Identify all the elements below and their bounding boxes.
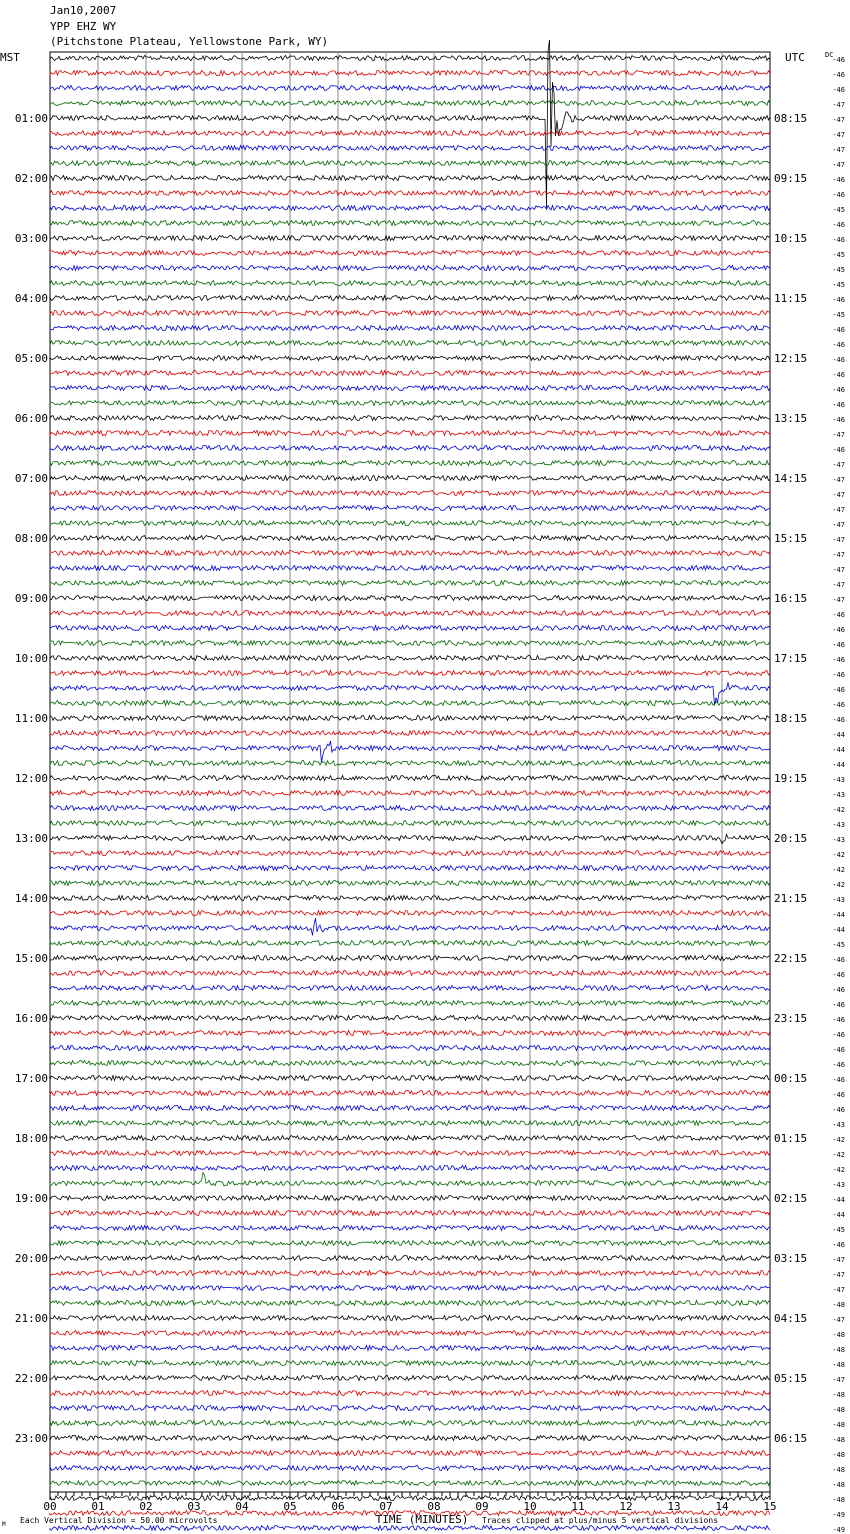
trace-row-1	[50, 71, 770, 76]
trace-row-65	[50, 1031, 770, 1036]
trace-row-82	[50, 1286, 770, 1291]
dc-offset-55: -42	[832, 881, 845, 889]
trace-row-88	[50, 1376, 770, 1381]
dc-offset-23: -46	[832, 401, 845, 409]
trace-row-47	[50, 761, 770, 766]
dc-offset-72: -42	[832, 1136, 845, 1144]
mst-hour-label: 17:00	[14, 1072, 48, 1085]
trace-row-96	[50, 1496, 770, 1501]
x-tick-label: 08	[427, 1500, 441, 1513]
trace-row-13	[50, 251, 770, 256]
dc-offset-46: -44	[832, 746, 845, 754]
x-tick-label: 13	[667, 1500, 681, 1513]
mst-hour-label: 21:00	[14, 1312, 48, 1325]
trace-row-45	[50, 731, 770, 736]
mst-hour-label: 06:00	[14, 412, 48, 425]
dc-offset-65: -46	[832, 1031, 845, 1039]
dc-offset-94: -48	[832, 1466, 845, 1474]
trace-row-81	[50, 1271, 770, 1276]
trace-row-60	[50, 956, 770, 961]
dc-offset-93: -48	[832, 1451, 845, 1459]
trace-row-36	[50, 596, 770, 601]
dc-offset-30: -47	[832, 506, 845, 514]
dc-offset-54: -42	[832, 866, 845, 874]
x-tick-label: 02	[139, 1500, 153, 1513]
dc-offset-25: -47	[832, 431, 845, 439]
trace-row-35	[50, 581, 770, 586]
dc-offset-77: -44	[832, 1211, 845, 1219]
dc-offset-1: -46	[832, 71, 845, 79]
utc-hour-label: 05:15	[774, 1372, 808, 1385]
trace-row-92	[50, 1436, 770, 1441]
x-tick-label: 00	[43, 1500, 57, 1513]
dc-offset-86: -48	[832, 1346, 845, 1354]
dc-offset-35: -47	[832, 581, 845, 589]
dc-offset-61: -46	[832, 971, 845, 979]
dc-offset-33: -47	[832, 551, 845, 559]
x-tick-label: 03	[187, 1500, 201, 1513]
utc-hour-label: 08:15	[774, 112, 808, 125]
mst-hour-label: 15:00	[14, 952, 48, 965]
trace-row-86	[50, 1346, 770, 1351]
clip-note: Traces clipped at plus/minus 5 vertical divisions	[482, 1516, 719, 1525]
trace-row-78	[50, 1226, 770, 1231]
trace-row-9	[50, 191, 770, 196]
mst-hour-label: 19:00	[14, 1192, 48, 1205]
trace-row-70	[50, 1106, 770, 1111]
trace-row-20	[50, 356, 770, 361]
dc-offset-57: -44	[832, 911, 845, 919]
trace-row-10	[50, 206, 770, 211]
trace-row-19	[50, 341, 770, 346]
utc-hour-label: 03:15	[774, 1252, 808, 1265]
dc-offset-98: -49	[832, 1526, 845, 1534]
x-tick-label: 15	[763, 1500, 777, 1513]
mst-hour-label: 16:00	[14, 1012, 48, 1025]
trace-row-80	[50, 1256, 770, 1261]
trace-row-95	[50, 1481, 770, 1486]
utc-hour-label: 00:15	[774, 1072, 808, 1085]
dc-offset-15: -45	[832, 281, 845, 289]
mst-hour-label: 11:00	[14, 712, 48, 725]
utc-hour-label: 16:15	[774, 592, 808, 605]
dc-offset-16: -46	[832, 296, 845, 304]
dc-offset-2: -46	[832, 86, 845, 94]
trace-row-63	[50, 1001, 770, 1006]
dc-offset-66: -46	[832, 1046, 845, 1054]
trace-row-26	[50, 446, 770, 451]
dc-offset-19: -46	[832, 341, 845, 349]
dc-offset-50: -42	[832, 806, 845, 814]
trace-row-7	[50, 161, 770, 166]
trace-row-11	[50, 221, 770, 226]
utc-hour-label: 12:15	[774, 352, 808, 365]
trace-row-29	[50, 491, 770, 496]
dc-offset-21: -46	[832, 371, 845, 379]
dc-offset-64: -46	[832, 1016, 845, 1024]
mst-hour-label: 05:00	[14, 352, 48, 365]
dc-offset-62: -46	[832, 986, 845, 994]
dc-offset-52: -43	[832, 836, 845, 844]
utc-hour-label: 17:15	[774, 652, 808, 665]
x-tick-label: 10	[523, 1500, 537, 1513]
trace-row-40	[50, 656, 770, 661]
dc-offset-58: -44	[832, 926, 845, 934]
trace-row-50	[50, 806, 770, 811]
trace-row-98	[50, 1526, 770, 1531]
scale-note: Each Vertical Division = 50.00 microvolts	[20, 1516, 218, 1525]
x-tick-label: 12	[619, 1500, 633, 1513]
trace-row-57	[50, 911, 770, 916]
utc-hour-label: 14:15	[774, 472, 808, 485]
trace-row-66	[50, 1046, 770, 1051]
trace-row-0	[50, 56, 770, 61]
utc-hour-label: 10:15	[774, 232, 808, 245]
trace-row-79	[50, 1241, 770, 1246]
x-tick-label: 14	[715, 1500, 729, 1513]
dc-offset-48: -43	[832, 776, 845, 784]
trace-row-31	[50, 521, 770, 526]
trace-row-53	[50, 851, 770, 856]
dc-offset-51: -43	[832, 821, 845, 829]
trace-row-71	[50, 1121, 770, 1126]
dc-offset-68: -46	[832, 1076, 845, 1084]
trace-row-21	[50, 371, 770, 376]
trace-row-61	[50, 971, 770, 976]
dc-offset-97: -49	[832, 1511, 845, 1519]
dc-offset-20: -46	[832, 356, 845, 364]
dc-offset-0: -46	[832, 56, 845, 64]
trace-row-55	[50, 881, 770, 886]
dc-offset-56: -43	[832, 896, 845, 904]
dc-offset-39: -46	[832, 641, 845, 649]
trace-row-24	[50, 416, 770, 421]
trace-row-72	[50, 1136, 770, 1141]
trace-row-27	[50, 461, 770, 466]
trace-row-22	[50, 386, 770, 391]
seismic-traces	[50, 40, 770, 1534]
dc-offset-28: -47	[832, 476, 845, 484]
trace-row-84	[50, 1316, 770, 1321]
dc-offset-18: -46	[832, 326, 845, 334]
trace-row-6	[50, 146, 770, 151]
trace-row-37	[50, 611, 770, 616]
dc-offset-63: -46	[832, 1001, 845, 1009]
dc-offset-17: -45	[832, 311, 845, 319]
mst-hour-label: 08:00	[14, 532, 48, 545]
dc-offset-37: -46	[832, 611, 845, 619]
trace-row-87	[50, 1361, 770, 1366]
dc-offset-92: -48	[832, 1436, 845, 1444]
x-tick-label: 04	[235, 1500, 249, 1513]
trace-row-93	[50, 1451, 770, 1456]
utc-hour-label: 20:15	[774, 832, 808, 845]
dc-offset-88: -47	[832, 1376, 845, 1384]
x-tick-label: 01	[91, 1500, 105, 1513]
mst-hour-label: 04:00	[14, 292, 48, 305]
utc-hour-label: 06:15	[774, 1432, 808, 1445]
trace-row-17	[50, 311, 770, 316]
mst-hour-label: 14:00	[14, 892, 48, 905]
trace-row-83	[50, 1301, 770, 1306]
dc-offset-82: -47	[832, 1286, 845, 1294]
dc-offset-12: -46	[832, 236, 845, 244]
trace-row-34	[50, 566, 770, 571]
trace-row-15	[50, 281, 770, 286]
trace-row-64	[50, 1016, 770, 1021]
trace-row-2	[50, 86, 770, 91]
dc-offset-89: -48	[832, 1391, 845, 1399]
trace-row-18	[50, 326, 770, 331]
dc-offset-32: -47	[832, 536, 845, 544]
mst-hour-label: 23:00	[14, 1432, 48, 1445]
dc-offset-47: -44	[832, 761, 845, 769]
trace-row-28	[50, 476, 770, 481]
mst-hour-label: 07:00	[14, 472, 48, 485]
dc-offset-75: -43	[832, 1181, 845, 1189]
utc-hour-label: 02:15	[774, 1192, 808, 1205]
dc-offset-45: -44	[832, 731, 845, 739]
utc-hour-label: 15:15	[774, 532, 808, 545]
dc-offset-40: -46	[832, 656, 845, 664]
trace-row-52	[50, 834, 770, 843]
utc-hour-label: 13:15	[774, 412, 808, 425]
dc-offset-95: -48	[832, 1481, 845, 1489]
utc-hour-label: 21:15	[774, 892, 808, 905]
mst-hour-label: 02:00	[14, 172, 48, 185]
utc-hour-label: 18:15	[774, 712, 808, 725]
trace-row-39	[50, 641, 770, 646]
mst-hour-label: 22:00	[14, 1372, 48, 1385]
dc-offset-78: -45	[832, 1226, 845, 1234]
trace-row-76	[50, 1196, 770, 1201]
dc-offset-8: -46	[832, 176, 845, 184]
trace-row-41	[50, 671, 770, 676]
trace-row-68	[50, 1076, 770, 1081]
dc-offset-38: -46	[832, 626, 845, 634]
trace-row-73	[50, 1151, 770, 1156]
dc-offset-76: -44	[832, 1196, 845, 1204]
trace-row-85	[50, 1331, 770, 1336]
dc-offset-71: -43	[832, 1121, 845, 1129]
dc-offset-6: -47	[832, 146, 845, 154]
trace-row-56	[50, 896, 770, 901]
trace-row-58	[50, 918, 770, 935]
trace-row-44	[50, 716, 770, 721]
dc-label: DC	[825, 51, 834, 59]
mst-hour-label: 03:00	[14, 232, 48, 245]
header-location: (Pitchstone Plateau, Yellowstone Park, WY)	[50, 35, 329, 48]
trace-row-12	[50, 236, 770, 241]
utc-hour-label: 04:15	[774, 1312, 808, 1325]
dc-offset-5: -47	[832, 131, 845, 139]
dc-offset-84: -47	[832, 1316, 845, 1324]
mst-hour-label: 13:00	[14, 832, 48, 845]
dc-offset-14: -45	[832, 266, 845, 274]
trace-row-4	[50, 40, 770, 208]
dc-offset-42: -46	[832, 686, 845, 694]
trace-row-3	[50, 101, 770, 106]
trace-row-5	[50, 131, 770, 136]
x-tick-label: 11	[571, 1500, 585, 1513]
dc-offset-83: -48	[832, 1301, 845, 1309]
dc-offset-4: -47	[832, 116, 845, 124]
mst-hour-label: 20:00	[14, 1252, 48, 1265]
x-tick-label: 05	[283, 1500, 297, 1513]
dc-offset-90: -48	[832, 1406, 845, 1414]
mst-hour-label: 09:00	[14, 592, 48, 605]
dc-offset-3: -47	[832, 101, 845, 109]
mst-hour-label: 12:00	[14, 772, 48, 785]
trace-row-33	[50, 551, 770, 556]
dc-offset-49: -43	[832, 791, 845, 799]
trace-row-94	[50, 1466, 770, 1471]
dc-offset-80: -47	[832, 1256, 845, 1264]
dc-offset-74: -42	[832, 1166, 845, 1174]
trace-row-54	[50, 866, 770, 871]
dc-offset-59: -45	[832, 941, 845, 949]
dc-offset-7: -47	[832, 161, 845, 169]
x-axis-title: TIME (MINUTES)	[375, 1513, 469, 1526]
dc-offset-53: -42	[832, 851, 845, 859]
dc-offset-11: -46	[832, 221, 845, 229]
trace-row-91	[50, 1421, 770, 1426]
dc-offset-22: -46	[832, 386, 845, 394]
dc-offset-73: -42	[832, 1151, 845, 1159]
utc-hour-label: 11:15	[774, 292, 808, 305]
dc-offset-29: -47	[832, 491, 845, 499]
dc-offset-10: -45	[832, 206, 845, 214]
mst-hour-label: 18:00	[14, 1132, 48, 1145]
utc-hour-label: 01:15	[774, 1132, 808, 1145]
corner-mark: M	[2, 1521, 6, 1528]
x-tick-label: 07	[379, 1500, 393, 1513]
trace-row-74	[50, 1166, 770, 1171]
dc-offset-34: -47	[832, 566, 845, 574]
x-tick-label: 06	[331, 1500, 345, 1513]
trace-row-25	[50, 431, 770, 436]
utc-hour-label: 09:15	[774, 172, 808, 185]
dc-offset-60: -46	[832, 956, 845, 964]
trace-row-49	[50, 791, 770, 796]
mst-hour-label: 10:00	[14, 652, 48, 665]
dc-offset-85: -48	[832, 1331, 845, 1339]
dc-offset-41: -46	[832, 671, 845, 679]
trace-row-48	[50, 776, 770, 781]
dc-offset-24: -46	[832, 416, 845, 424]
dc-offset-31: -47	[832, 521, 845, 529]
dc-offset-44: -46	[832, 716, 845, 724]
x-tick-label: 09	[475, 1500, 489, 1513]
trace-row-43	[50, 701, 770, 706]
dc-offset-67: -46	[832, 1061, 845, 1069]
trace-row-32	[50, 536, 770, 541]
trace-row-89	[50, 1391, 770, 1396]
trace-row-62	[50, 986, 770, 991]
trace-row-16	[50, 296, 770, 301]
dc-offset-36: -47	[832, 596, 845, 604]
utc-hour-label: 22:15	[774, 952, 808, 965]
utc-label: UTC	[785, 51, 805, 64]
dc-offset-87: -48	[832, 1361, 845, 1369]
header-station: YPP EHZ WY	[50, 20, 117, 33]
dc-offset-43: -46	[832, 701, 845, 709]
trace-row-77	[50, 1211, 770, 1216]
trace-row-69	[50, 1091, 770, 1096]
trace-row-75	[50, 1173, 770, 1186]
dc-offset-96: -48	[832, 1496, 845, 1504]
trace-row-46	[50, 741, 770, 763]
trace-row-51	[50, 821, 770, 826]
trace-row-8	[50, 176, 770, 181]
trace-row-14	[50, 266, 770, 271]
dc-offset-70: -46	[832, 1106, 845, 1114]
dc-offset-69: -46	[832, 1091, 845, 1099]
dc-offset-9: -46	[832, 191, 845, 199]
trace-row-67	[50, 1061, 770, 1066]
trace-row-90	[50, 1406, 770, 1411]
trace-row-23	[50, 401, 770, 406]
utc-hour-label: 23:15	[774, 1012, 808, 1025]
mst-hour-label: 01:00	[14, 112, 48, 125]
dc-offset-27: -47	[832, 461, 845, 469]
mst-label: MST	[0, 51, 20, 64]
dc-offset-26: -46	[832, 446, 845, 454]
dc-offset-81: -47	[832, 1271, 845, 1279]
trace-row-30	[50, 506, 770, 511]
trace-row-59	[50, 941, 770, 946]
dc-offset-91: -48	[832, 1421, 845, 1429]
dc-offset-13: -45	[832, 251, 845, 259]
trace-row-38	[50, 626, 770, 631]
dc-offset-79: -46	[832, 1241, 845, 1249]
utc-hour-label: 19:15	[774, 772, 808, 785]
header-date: Jan10,2007	[50, 4, 117, 17]
